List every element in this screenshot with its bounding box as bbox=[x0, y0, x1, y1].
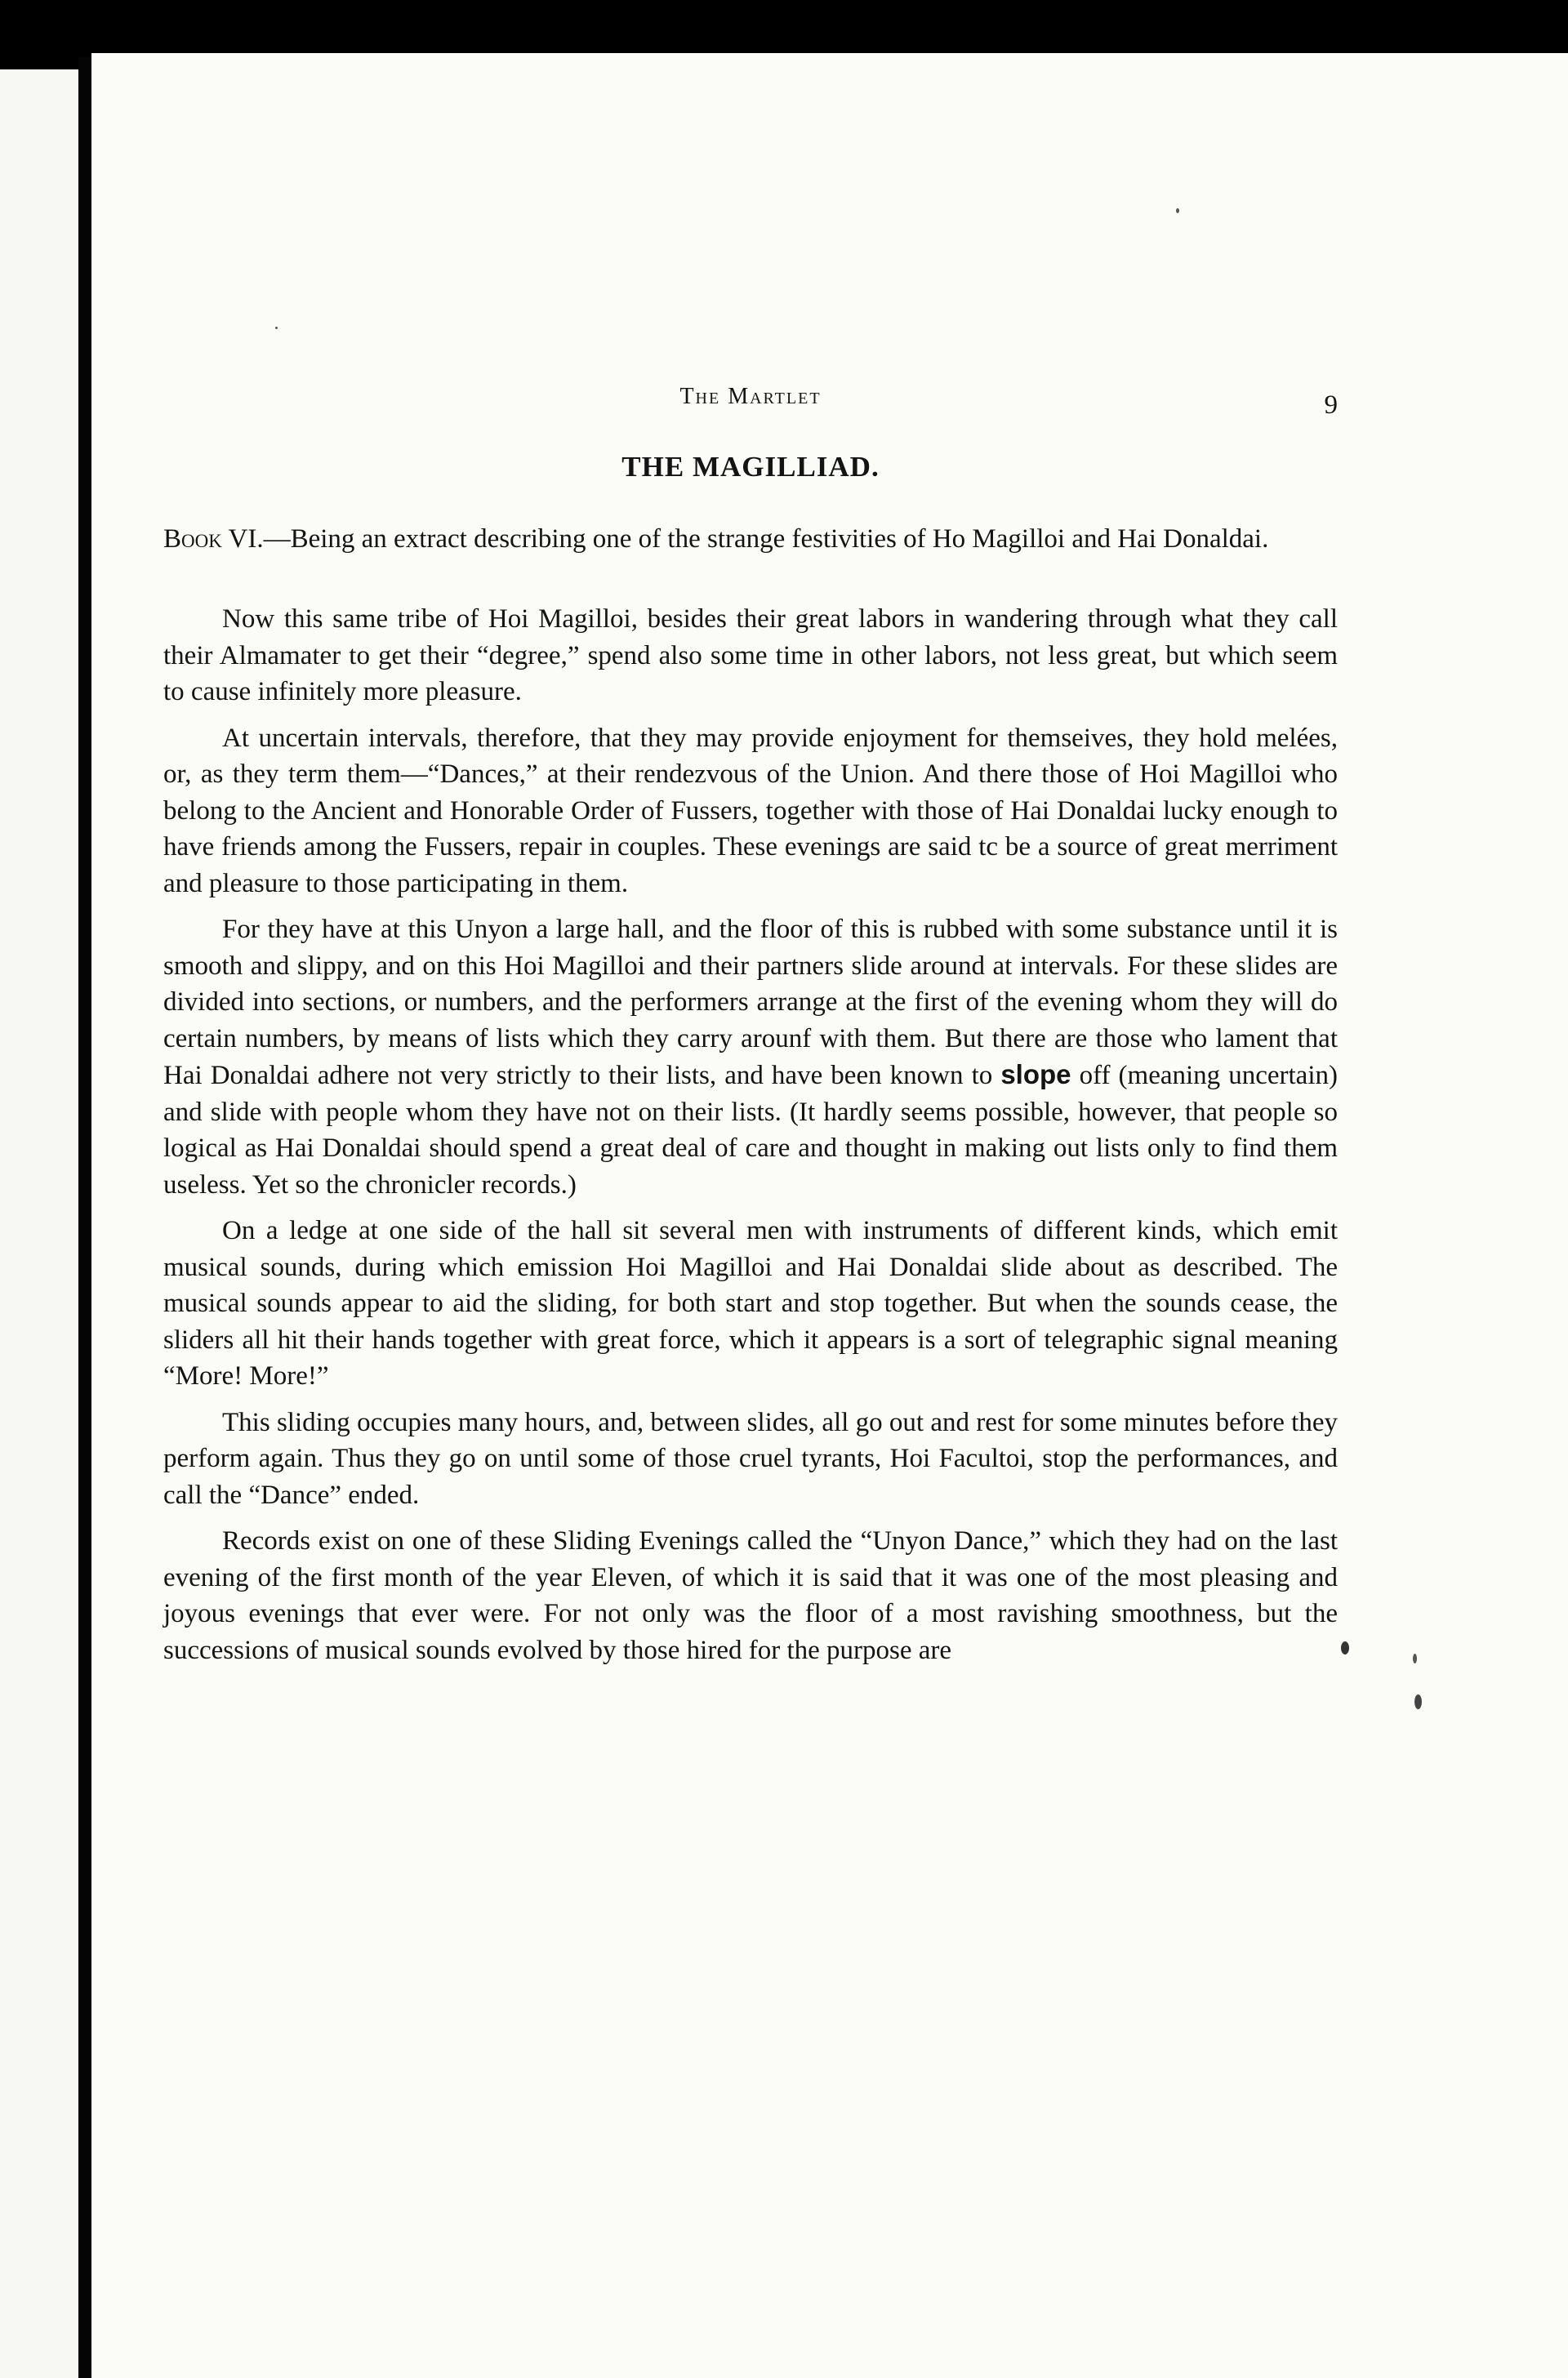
dust-speck bbox=[275, 327, 278, 329]
paragraph-5: This sliding occupies many hours, and, between slides, all go out and rest for some minutes before they perform again. Thus they go on until some of those cruel tyrants, Hoi Facultoi, stop the performances, and call the “Dance” ended. bbox=[163, 1407, 1338, 1510]
page-number: 9 bbox=[1324, 390, 1338, 420]
binding-gutter bbox=[78, 57, 91, 2378]
book-label: Book bbox=[163, 524, 222, 554]
paragraph-3-text-b: off (meaning uncertain) and slide with people whom they have not on their lists. (It hardly seems possible, however, that people so logical as Hai Donaldai should spend a great deal of care and thought in making out lists only to find them useless. Yet so the chronicler records.) bbox=[163, 1061, 1338, 1200]
paragraph-1: Now this same tribe of Hoi Magilloi, besides their great labors in wandering through what they call their Almamater to get their “degree,” spend also some time in other labors, not less great, but which seem to cause infinitely more pleasure. bbox=[163, 604, 1338, 706]
facing-page-edge bbox=[0, 69, 78, 2378]
dust-speck bbox=[1341, 1641, 1349, 1654]
paragraph-3-bold-word: slope bbox=[1000, 1059, 1071, 1089]
dust-speck bbox=[1413, 1654, 1417, 1663]
book-number: VI. bbox=[221, 524, 264, 554]
dust-speck bbox=[1414, 1694, 1422, 1709]
dust-speck bbox=[1176, 208, 1179, 213]
paragraph-6: Records exist on one of these Sliding Evenings called the “Unyon Dance,” which they had on the last evening of the first month of the year Eleven, of which it is said that it was one of the most pleasing and joyous evenings that ever were. For not only was the floor of a most ravishing smoothness, but the successions of musical sounds evolved by those hired for the purpose are bbox=[163, 1526, 1338, 1665]
article-title: THE MAGILLIAD. bbox=[621, 451, 880, 483]
paragraph-2: At uncertain intervals, therefore, that they may provide enjoyment for themseives, they hold melées, or, as they term them—“Dances,” at their rendezvous of the Union. And there those of Hoi Magilloi who belong to the Ancient and Honorable Order of Fussers, together with those of Hai Donaldai lucky enough to have friends among the Fussers, repair in couples. These evenings are said tc be a source of great merriment and pleasure to those participating in them. bbox=[163, 723, 1338, 898]
paragraph-3-text-a: For they have at this Unyon a large hall, and the floor of this is rubbed with some substance until it is smooth and slippy, and on this Hoi Magilloi and their partners slide around at intervals. For these slides are divided into sections, or numbers, and the performers arrange at the first of the evening whom they will do certain numbers, by means of lists which they carry arounf with them. But there are those who lament that Hai Donaldai adhere not very strictly to their lists, and have been known to bbox=[163, 915, 1338, 1090]
running-head-title: The Martlet bbox=[679, 384, 822, 409]
book-description: —Being an extract describing one of the strange festivities of Ho Magilloi and Hai Donaldai. bbox=[263, 524, 1269, 554]
book-heading bbox=[163, 523, 1338, 555]
running-header bbox=[163, 384, 1338, 420]
paragraph-3 bbox=[163, 911, 1338, 1203]
paragraph-4: On a ledge at one side of the hall sit several men with instruments of different kinds, which emit musical sounds, during which emission Hoi Magilloi and Hai Donaldai slide about as described. The musical sounds appear to aid the sliding, for both start and stop together. But when the sounds cease, the sliders all hit their hands together with great force, which it appears is a sort of telegraphic signal meaning “More! More!” bbox=[163, 1216, 1338, 1391]
page-text-block bbox=[163, 384, 1338, 1678]
